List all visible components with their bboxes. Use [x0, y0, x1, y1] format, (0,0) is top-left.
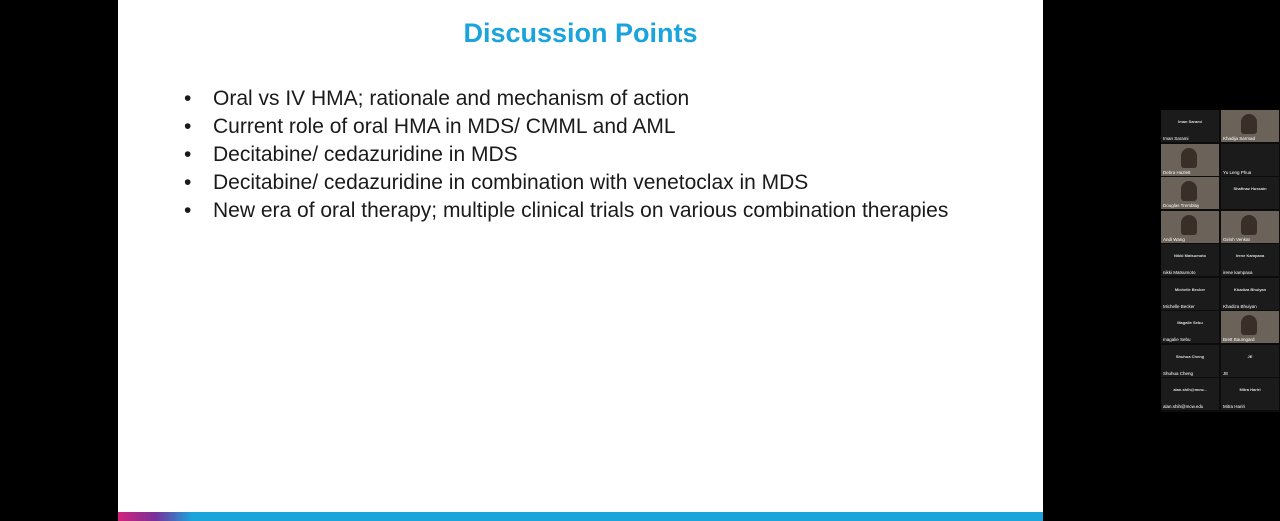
participant-tile[interactable]	[1161, 110, 1219, 142]
participant-tile[interactable]	[1221, 244, 1279, 276]
participant-name-label: Shuhua Cheng	[1163, 370, 1194, 376]
participant-tile[interactable]	[1221, 177, 1279, 209]
participant-name-label: Michelle Becker	[1163, 303, 1195, 309]
participant-display-name: Michelle Becker	[1174, 286, 1206, 292]
participant-name-label: irene kampaxa	[1223, 270, 1253, 275]
participant-name-label: Iman Sarami	[1163, 136, 1189, 141]
participant-tile[interactable]	[1161, 311, 1219, 343]
participant-tile[interactable]	[1161, 278, 1219, 310]
participant-tile[interactable]	[1221, 278, 1279, 310]
bullet-item	[184, 197, 964, 225]
participant-tile[interactable]	[1221, 378, 1279, 410]
bullet-item	[184, 169, 964, 197]
participant-display-name: alan.shih@mcw...	[1173, 387, 1207, 392]
participant-display-name: Mitra Hariri	[1239, 387, 1261, 392]
bullet-text: Decitabine/ cedazuridine in MDS	[213, 143, 518, 166]
bullet-dot: •	[184, 143, 192, 166]
bullet-dot: •	[184, 87, 192, 110]
bullet-dot: •	[184, 171, 192, 194]
participant-gallery[interactable]	[1161, 110, 1280, 412]
bullet-list	[184, 85, 964, 225]
participant-name-label: Douglas Tremblay	[1163, 203, 1200, 208]
participant-name-label: JE	[1223, 370, 1229, 376]
participant-name-label: magalie Sebu	[1163, 337, 1191, 342]
participant-display-name: Shafinaz Hussain	[1233, 186, 1267, 191]
participant-display-name: Magalie Sebu	[1177, 320, 1203, 325]
bullet-item	[184, 141, 964, 169]
participant-display-name: Khadiza Bhuiyan	[1233, 286, 1267, 292]
bullet-text: New era of oral therapy; multiple clinical trials on various combination therapies	[213, 199, 949, 222]
participant-display-name: Nikki Matsumoto	[1173, 253, 1206, 258]
bullet-text: Oral vs IV HMA; rationale and mechanism of action	[213, 87, 690, 110]
participant-video	[1241, 114, 1257, 134]
participant-tile[interactable]	[1161, 144, 1219, 176]
participant-name-label: Brett Baumgard	[1223, 337, 1255, 342]
participant-name-label: Yu Leng Phua	[1223, 169, 1252, 175]
bullet-text: Current role of oral HMA in MDS/ CMML and AML	[213, 115, 676, 138]
participant-display-name: JE	[1247, 353, 1253, 359]
participant-tile[interactable]	[1161, 244, 1219, 276]
bullet-dot: •	[184, 199, 192, 222]
participant-tile[interactable]	[1161, 177, 1219, 209]
participant-name-label: Khadija Sarmad	[1223, 136, 1256, 141]
bullet-item	[184, 113, 964, 141]
participant-tile[interactable]	[1221, 345, 1279, 377]
participant-tile[interactable]	[1221, 144, 1279, 176]
participant-name-label: Mitra Hariri	[1223, 404, 1245, 409]
participant-tile[interactable]	[1221, 311, 1279, 343]
participant-name-label: Debra Hazlett	[1163, 169, 1191, 175]
participant-tile[interactable]	[1221, 211, 1279, 243]
participant-tile[interactable]	[1221, 110, 1279, 142]
participant-name-label: Girish Venkat	[1223, 236, 1250, 242]
bullet-item	[184, 85, 964, 113]
presentation-slide	[118, 0, 1043, 521]
participant-tile[interactable]	[1161, 211, 1219, 243]
participant-name-label: Andi Wang	[1163, 236, 1185, 242]
participant-name-label: nikki Matsumoto	[1163, 270, 1196, 275]
participant-display-name: Shuhua Cheng	[1175, 353, 1205, 359]
bullet-dot: •	[184, 115, 192, 138]
participant-name-label: alan.shih@mcw.edu	[1163, 404, 1204, 409]
participant-video	[1181, 181, 1197, 201]
participant-video	[1181, 215, 1197, 235]
participant-tile[interactable]	[1161, 345, 1219, 377]
participant-display-name: Iman Sarami	[1178, 119, 1202, 124]
participant-display-name: Irene Kampaxa	[1235, 253, 1265, 258]
participant-video	[1181, 148, 1197, 168]
bullet-text: Decitabine/ cedazuridine in combination with venetoclax in MDS	[213, 171, 809, 194]
participant-tile[interactable]	[1161, 378, 1219, 410]
slide-title: Discussion Points	[463, 18, 698, 48]
participant-name-label: Khadiza Bhuiyan	[1223, 303, 1257, 309]
slide-footer-bar	[118, 512, 1043, 521]
participant-video	[1241, 215, 1257, 235]
participant-video	[1241, 315, 1257, 335]
